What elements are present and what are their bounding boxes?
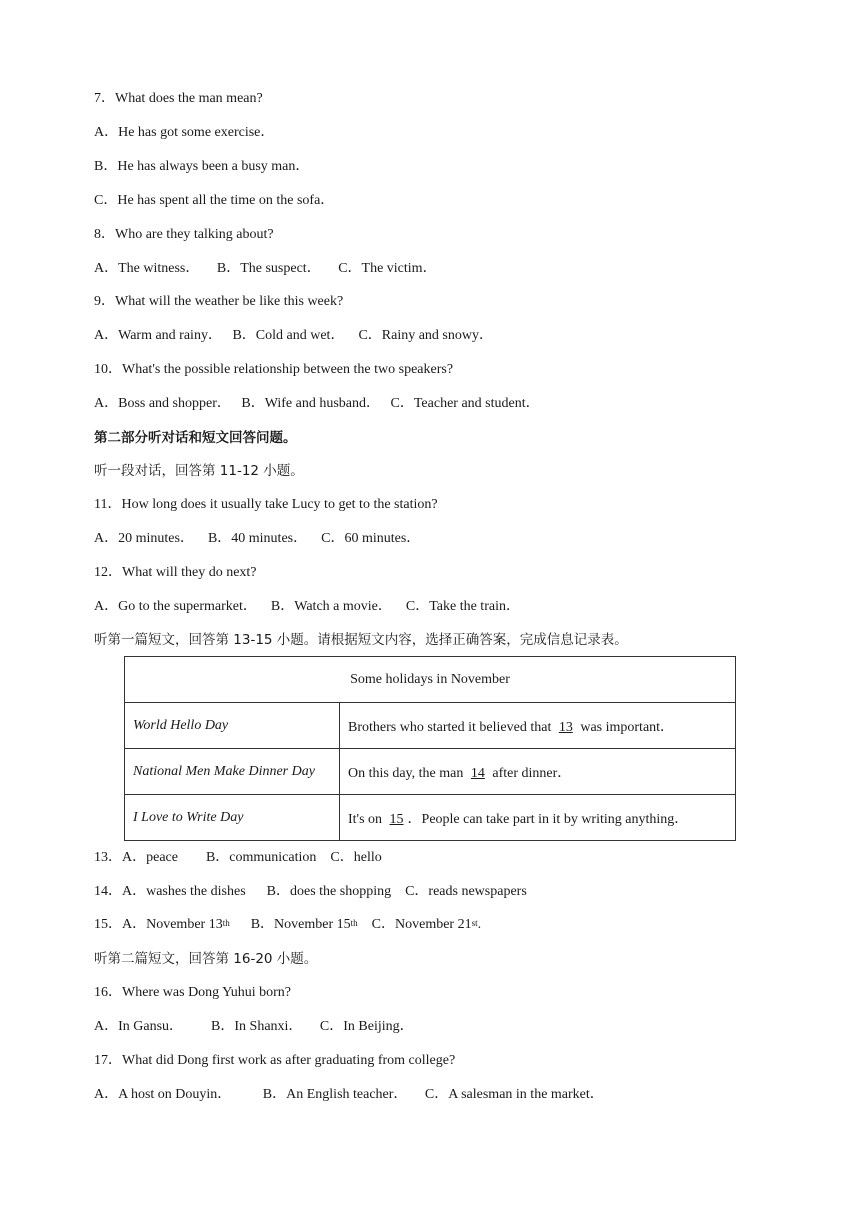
options-13: 13．A．peace B．communication C．hello: [94, 850, 382, 865]
question-10: 10．What's the possible relationship between the two speakers?: [94, 362, 454, 377]
ordinal-suffix: st: [471, 918, 478, 928]
holiday-name: World Hello Day: [125, 703, 340, 749]
option-7c: C．He has spent all the time on the sofa．: [94, 193, 335, 208]
options-8: A．The witness． B．The suspect． C．The victim．: [94, 261, 437, 276]
question-7: 7．What does the man mean?: [94, 91, 263, 106]
options-17: A．A host on Douyin． B．An English teacher． C．A salesman in the market．: [94, 1087, 604, 1102]
ordinal-suffix: th: [350, 918, 358, 928]
answer-blank: 14: [470, 765, 485, 781]
question-17: 17．What did Dong first work as after graduating from college?: [94, 1053, 456, 1068]
holiday-description: [340, 795, 736, 841]
options-16: A．In Gansu． B．In Shanxi． C．In Beijing．: [94, 1019, 414, 1034]
holiday-name: National Men Make Dinner Day: [125, 749, 340, 795]
ordinal-suffix: th: [222, 918, 230, 928]
table-header-row: [125, 657, 736, 703]
answer-blank: 13: [558, 719, 573, 735]
part2-heading: 第二部分听对话和短文回答问题。: [94, 430, 297, 446]
option-text: 15．A．November 13: [94, 917, 223, 932]
question-11: 11．How long does it usually take Lucy to get to the station?: [94, 497, 438, 512]
desc-text: was important．: [576, 719, 675, 735]
dialogue-intro: 听一段对话，回答第 11-12 小题。: [94, 463, 304, 479]
table-row: [125, 749, 736, 795]
holiday-description: [340, 749, 736, 795]
options-9: A．Warm and rainy． B．Cold and wet． C．Rainy and snowy．: [94, 328, 493, 343]
table-row: [125, 795, 736, 841]
option-7a: A．He has got some exercise．: [94, 125, 275, 140]
desc-text: On this day, the man: [348, 765, 467, 781]
desc-text: It's on: [348, 811, 386, 827]
holiday-description: [340, 703, 736, 749]
question-9: 9．What will the weather be like this week?: [94, 294, 344, 309]
desc-text: ．People can take part in it by writing anything．: [407, 811, 689, 827]
options-10: A．Boss and shopper． B．Wife and husband． C．Teacher and student．: [94, 396, 540, 411]
holiday-name: I Love to Write Day: [125, 795, 340, 841]
holiday-table: [124, 656, 736, 841]
question-16: 16．Where was Dong Yuhui born?: [94, 985, 291, 1000]
passage2-intro: 听第二篇短文，回答第 16-20 小题。: [94, 951, 318, 967]
answer-blank: 15: [389, 811, 404, 827]
option-text: B．November 15: [229, 917, 351, 932]
question-8: 8．Who are they talking about?: [94, 227, 274, 242]
table-header: Some holidays in November: [125, 657, 736, 703]
options-14: 14．A．washes the dishes B．does the shopping C．reads newspapers: [94, 884, 527, 899]
options-15: [94, 916, 481, 934]
question-12: 12．What will they do next?: [94, 565, 257, 580]
options-12: A．Go to the supermarket． B．Watch a movie． C．Take the train．: [94, 599, 520, 614]
option-text: .: [477, 917, 482, 932]
desc-text: after dinner．: [488, 765, 572, 781]
desc-text: Brothers who started it believed that: [348, 719, 555, 735]
option-7b: B．He has always been a busy man．: [94, 159, 310, 174]
options-11: A．20 minutes． B．40 minutes． C．60 minutes．: [94, 531, 421, 546]
passage1-intro: 听第一篇短文，回答第 13-15 小题。请根据短文内容，选择正确答案，完成信息记录表。: [94, 632, 628, 648]
table-row: [125, 703, 736, 749]
option-text: C．November 21: [357, 917, 472, 932]
